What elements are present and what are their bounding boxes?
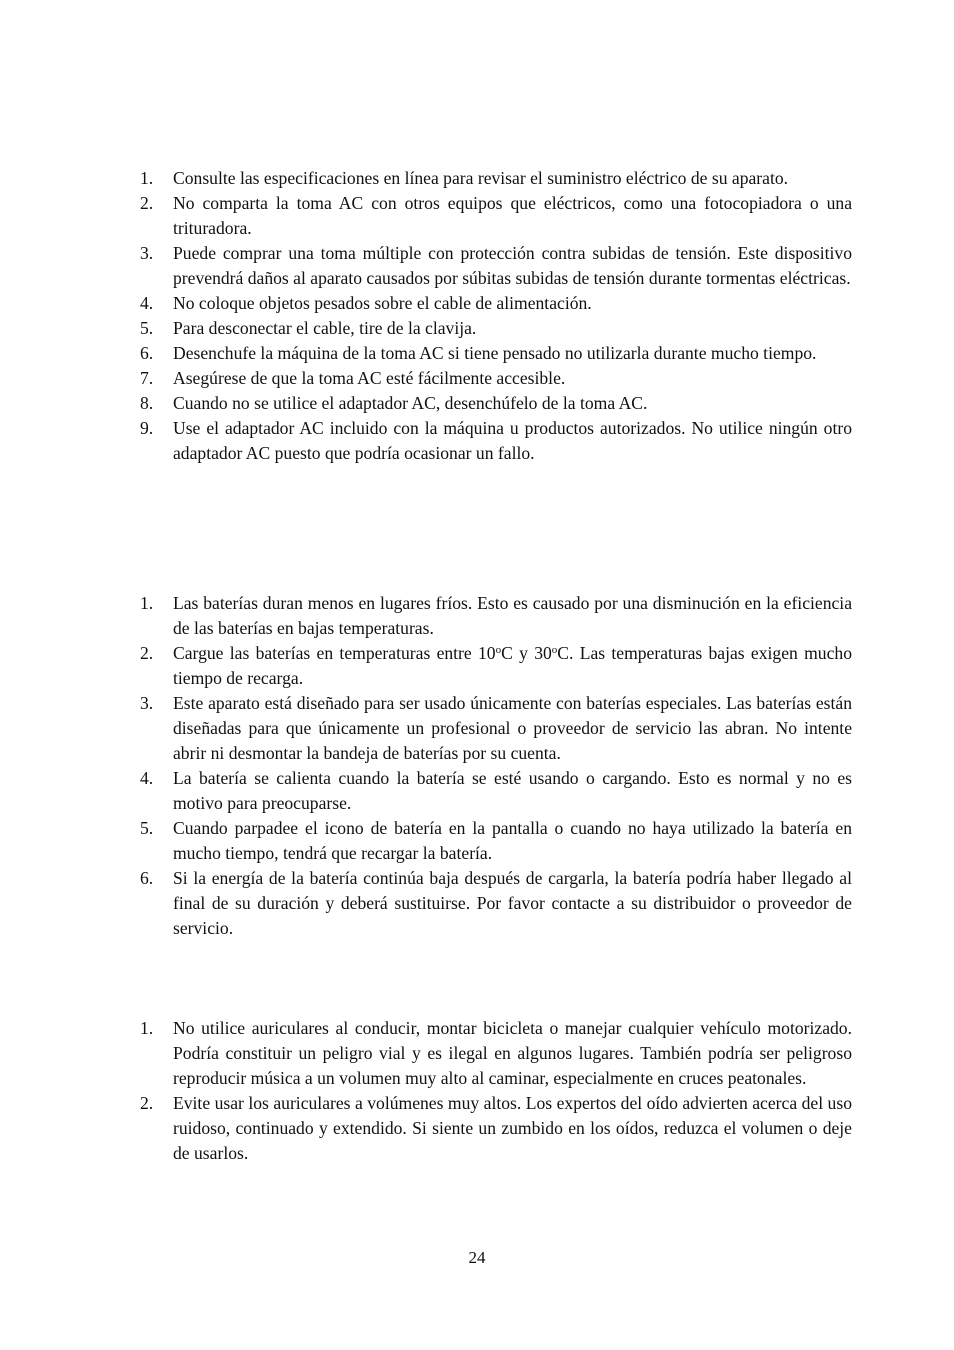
headphones-safety-list bbox=[140, 1016, 852, 1166]
list-item bbox=[140, 866, 852, 941]
item-number: 3. bbox=[140, 693, 154, 713]
list-item bbox=[140, 416, 852, 466]
item-text-part: C y 30 bbox=[501, 643, 552, 663]
item-text: Las baterías duran menos en lugares fríos. Esto es causado por una disminución en la eficiencia de las baterías en bajas temperaturas. bbox=[173, 593, 852, 638]
list-item bbox=[140, 291, 852, 316]
list-item bbox=[140, 341, 852, 366]
item-text: Asegúrese de que la toma AC esté fácilmente accesible. bbox=[173, 368, 566, 388]
item-number: 6. bbox=[140, 343, 154, 363]
degree-symbol: o bbox=[551, 644, 558, 656]
item-text: Puede comprar una toma múltiple con protección contra subidas de tensión. Este dispositivo prevendrá daños al aparato causados por súbitas subidas de tensión durante tormentas eléctricas. bbox=[173, 243, 852, 288]
list-item bbox=[140, 641, 852, 691]
list-item bbox=[140, 691, 852, 766]
item-text: Cuando parpadee el icono de batería en la pantalla o cuando no haya utilizado la batería en mucho tiempo, tendrá que recargar la batería. bbox=[173, 818, 852, 863]
item-number: 1. bbox=[140, 1018, 154, 1038]
item-number: 1. bbox=[140, 593, 154, 613]
item-number: 2. bbox=[140, 643, 154, 663]
item-text: No utilice auriculares al conducir, montar bicicleta o manejar cualquier vehículo motorizado. Podría constituir un peligro vial y es ilegal en algunos lugares. También podría ser peligroso reproducir música a un volumen muy alto al caminar, especialmente en cruces peatonales. bbox=[173, 1018, 852, 1088]
item-number: 2. bbox=[140, 1093, 154, 1113]
item-text: Este aparato está diseñado para ser usado únicamente con baterías especiales. Las baterías están diseñadas para que únicamente un profesional o proveedor de servicio las abran. No intente abrir ni desmontar la bandeja de baterías por su cuenta. bbox=[173, 693, 852, 763]
item-text: Evite usar los auriculares a volúmenes muy altos. Los expertos del oído advierten acerca del uso ruidoso, continuado y extendido. Si siente un zumbido en los oídos, reduzca el volumen o deje de usarlos. bbox=[173, 1093, 852, 1163]
list-item bbox=[140, 316, 852, 341]
battery-safety-list bbox=[140, 591, 852, 941]
item-number: 6. bbox=[140, 868, 154, 888]
item-text-part: C. Las temperaturas bajas exigen mucho tiempo de recarga. bbox=[173, 643, 852, 688]
item-number: 5. bbox=[140, 818, 154, 838]
list-item bbox=[140, 766, 852, 816]
item-text: Consulte las especificaciones en línea para revisar el suministro eléctrico de su aparato. bbox=[173, 168, 789, 188]
list-item bbox=[140, 1016, 852, 1091]
list-item bbox=[140, 391, 852, 416]
item-number: 2. bbox=[140, 193, 154, 213]
list-item bbox=[140, 816, 852, 866]
list-item bbox=[140, 166, 852, 191]
item-number: 1. bbox=[140, 168, 154, 188]
degree-symbol: o bbox=[495, 644, 502, 656]
power-safety-list bbox=[140, 166, 852, 466]
item-text: Para desconectar el cable, tire de la clavija. bbox=[173, 318, 477, 338]
item-text: Use el adaptador AC incluido con la máquina u productos autorizados. No utilice ningún otro adaptador AC puesto que podría ocasionar un fallo. bbox=[173, 418, 852, 463]
item-number: 3. bbox=[140, 243, 154, 263]
list-item bbox=[140, 191, 852, 241]
item-number: 9. bbox=[140, 418, 154, 438]
item-text: No coloque objetos pesados sobre el cable de alimentación. bbox=[173, 293, 592, 313]
list-item bbox=[140, 366, 852, 391]
item-number: 7. bbox=[140, 368, 154, 388]
list-item bbox=[140, 1091, 852, 1166]
item-text: Cuando no se utilice el adaptador AC, desenchúfelo de la toma AC. bbox=[173, 393, 648, 413]
list-item bbox=[140, 591, 852, 641]
item-text: Si la energía de la batería continúa baja después de cargarla, la batería podría haber llegado al final de su duración y deberá sustituirse. Por favor contacte a su distribuidor o proveedor de servicio. bbox=[173, 868, 852, 938]
item-number: 4. bbox=[140, 293, 154, 313]
item-text: Desenchufe la máquina de la toma AC si tiene pensado no utilizarla durante mucho tiempo. bbox=[173, 343, 817, 363]
list-item bbox=[140, 241, 852, 291]
page-number: 24 bbox=[468, 1248, 486, 1267]
item-text: La batería se calienta cuando la batería se esté usando o cargando. Esto es normal y no es motivo para preocuparse. bbox=[173, 768, 852, 813]
item-number: 5. bbox=[140, 318, 154, 338]
item-text-part: Cargue las baterías en temperaturas entre 10 bbox=[173, 643, 496, 663]
item-number: 4. bbox=[140, 768, 154, 788]
item-text: No comparta la toma AC con otros equipos que eléctricos, como una fotocopiadora o una trituradora. bbox=[173, 193, 852, 238]
item-number: 8. bbox=[140, 393, 154, 413]
